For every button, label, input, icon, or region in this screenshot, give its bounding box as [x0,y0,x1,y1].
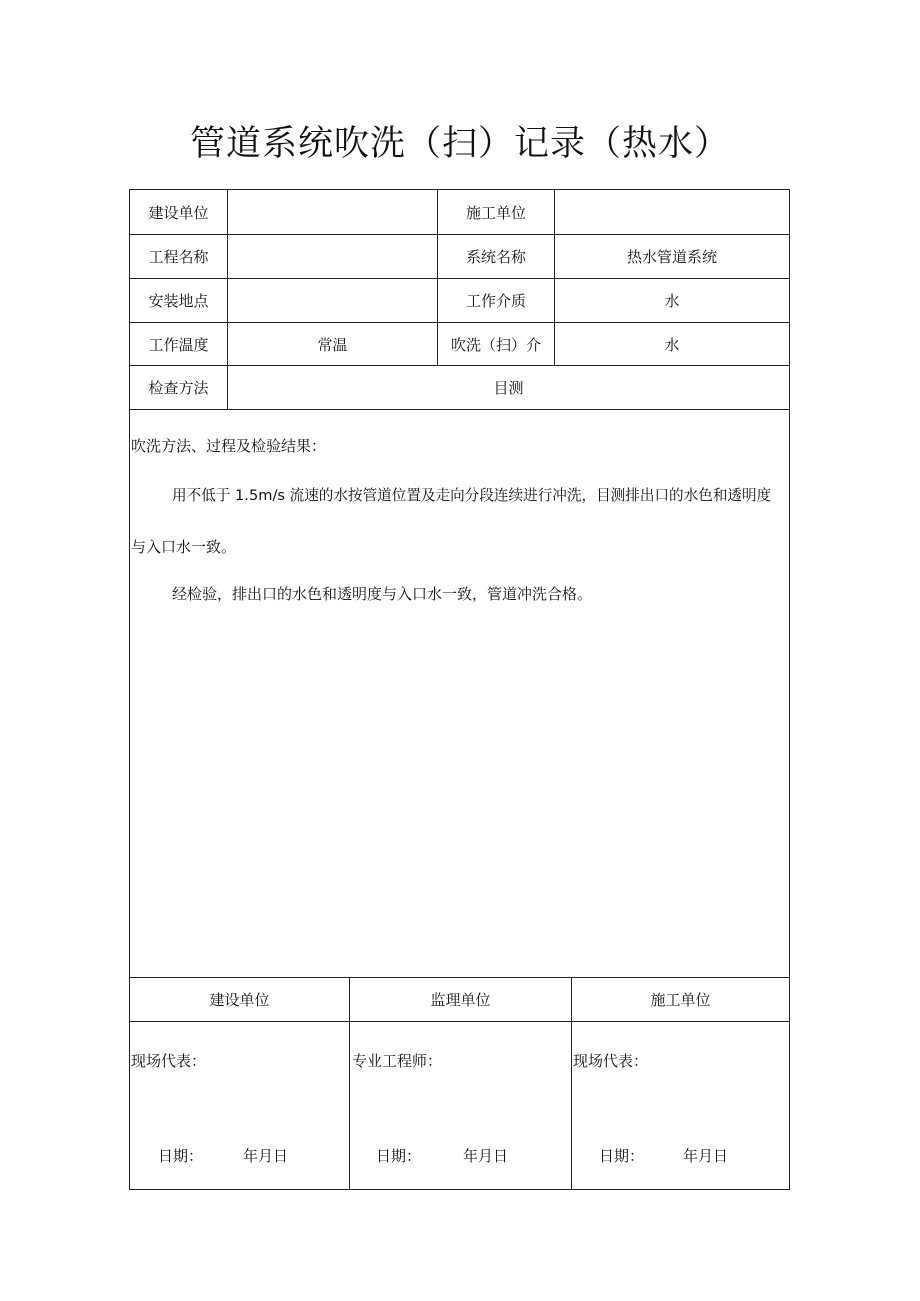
results-paragraph-line: 用不低于 1.5m/s 流速的水按管道位置及走向分段连续进行冲洗，目测排出口的水色和透明度 [172,487,772,504]
system-name-value[interactable]: 热水管道系统 [626,248,717,266]
date-label: 日期： [599,1147,645,1165]
site-representative-label: 现场代表： [131,1052,207,1070]
results-heading: 吹洗方法、过程及检验结果： [131,437,327,455]
inspection-method-value[interactable]: 目测 [493,379,524,397]
contractor-value[interactable] [555,190,789,234]
working-temp-label: 工作温度 [148,335,209,354]
results-paragraph-line: 与入口水一致。 [131,538,237,556]
project-name-value[interactable] [228,235,437,278]
system-name-label: 系统名称 [465,248,526,266]
date-value[interactable]: 年月日 [463,1147,509,1165]
flush-medium-value[interactable]: 水 [664,335,680,354]
install-location-label: 安装地点 [148,292,209,310]
date-value[interactable]: 年月日 [243,1147,289,1165]
working-temp-value[interactable]: 常温 [317,335,348,354]
site-representative-label: 现场代表： [573,1052,649,1070]
sign-header-contractor: 施工单位 [650,991,711,1009]
results-conclusion: 经检验，排出口的水色和透明度与入口水一致，管道冲洗合格。 [172,585,593,603]
construction-unit-label: 建设单位 [148,203,209,222]
flush-record-form [129,189,790,1190]
date-label: 日期： [376,1147,422,1165]
date-value[interactable]: 年月日 [683,1147,729,1165]
construction-unit-value[interactable] [228,190,437,234]
inspection-method-label: 检查方法 [148,379,209,397]
working-medium-value[interactable]: 水 [664,292,680,310]
project-name-label: 工程名称 [148,248,209,266]
page-title: 管道系统吹洗（扫）记录（热水） [189,124,730,164]
row-divider [130,409,789,410]
sign-header-supervision: 监理单位 [430,991,491,1009]
sign-header-construction: 建设单位 [209,991,270,1009]
flush-medium-label: 吹洗（扫）介 [450,335,541,354]
install-location-value[interactable] [228,279,437,322]
contractor-label: 施工单位 [465,203,526,222]
engineer-label: 专业工程师： [352,1052,443,1070]
date-label: 日期： [158,1147,204,1165]
row-divider [130,1021,789,1022]
working-medium-label: 工作介质 [465,292,526,310]
